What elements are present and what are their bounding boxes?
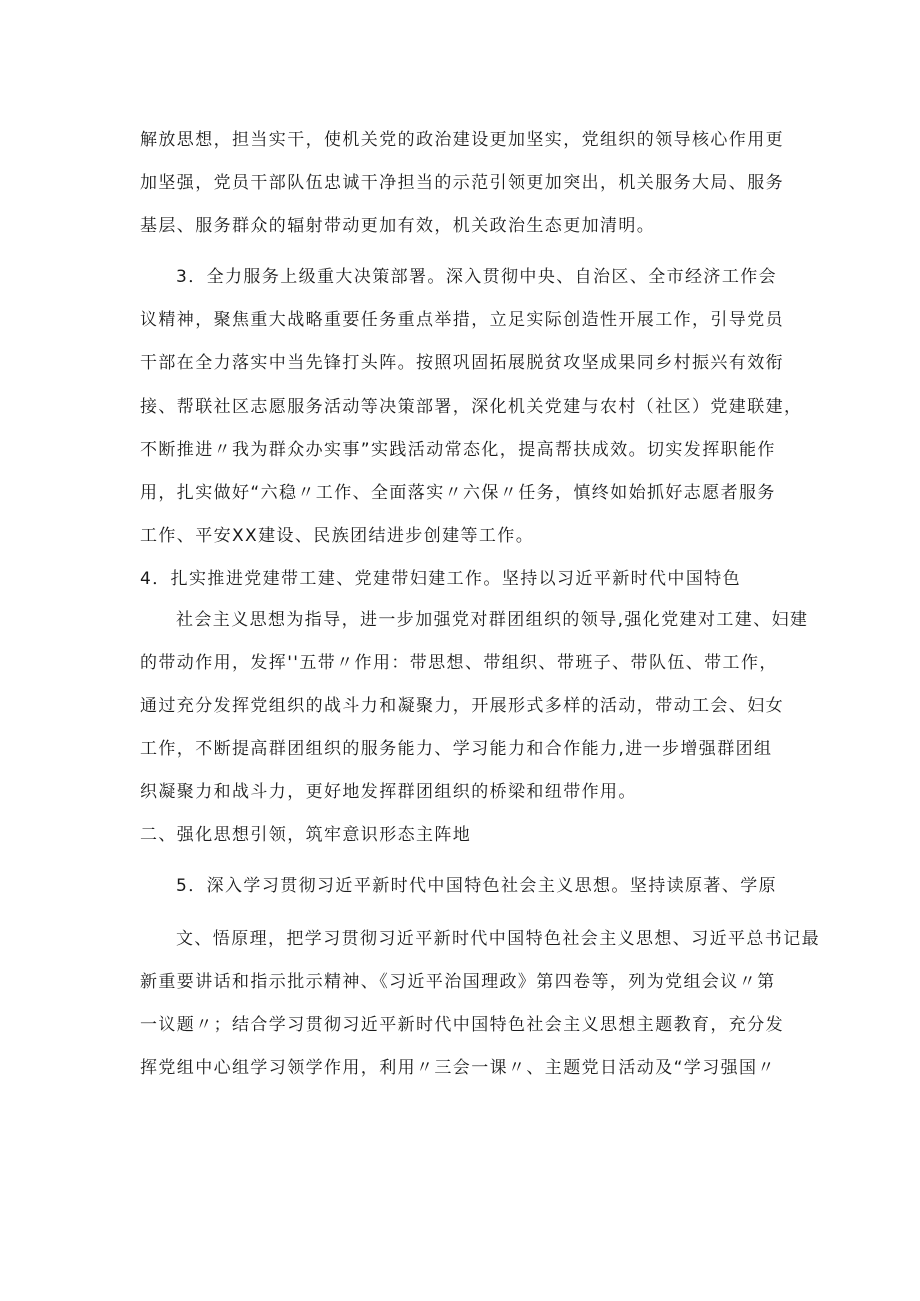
paragraph-line: 不断推进〃我为群众办实事”实践活动常态化，提高帮扶成效。切实发挥职能作 <box>140 440 776 460</box>
paragraph-line: 4．扎实推进党建带工建、党建带妇建工作。坚持以习近平新时代中国特色 <box>140 569 742 589</box>
paragraph-line: 解放思想，担当实干，使机关党的政治建设更加坚实，党组织的领导核心作用更 <box>140 130 784 150</box>
paragraph-line: 社会主义思想为指导，进一步加强党对群团组织的领导,强化党建对工建、妇建 <box>176 610 809 630</box>
paragraph-line: 工作、平安XX建设、民族团结进步创建等工作。 <box>140 526 535 546</box>
paragraph-line: 工作，不断提高群团组织的服务能力、学习能力和合作能力,进一步增强群团组 <box>140 739 773 759</box>
paragraph-line: 3．全力服务上级重大决策部署。深入贯彻中央、自治区、全市经济工作会 <box>176 267 778 287</box>
paragraph-line: 的带动作用，发挥''五带〃作用：带思想、带组织、带班子、带队伍、带工作， <box>140 653 778 673</box>
paragraph-line: 挥党组中心组学习领学作用，利用〃三会一课〃、主题党日活动及“学习强国〃 <box>140 1058 776 1078</box>
paragraph-line: 用，扎实做好“六稳〃工作、全面落实〃六保〃任务，慎终如始抓好志愿者服务 <box>140 483 776 503</box>
paragraph-line: 织凝聚力和战斗力，更好地发挥群团组织的桥梁和纽带作用。 <box>140 782 637 802</box>
paragraph-line: 二、强化思想引领，筑牢意识形态主阵地 <box>140 825 472 845</box>
paragraph-line: 新重要讲话和指示批示精神、《习近平治国理政》第四卷等，列为党组会议〃第 <box>140 972 776 992</box>
paragraph-line: 加坚强，党员干部队伍忠诚干净担当的示范引领更加突出，机关服务大局、服务 <box>140 173 784 193</box>
paragraph-line: 通过充分发挥党组织的战斗力和凝聚力，开展形式多样的活动，带动工会、妇女 <box>140 696 784 716</box>
paragraph-line: 文、悟原理，把学习贯彻习近平新时代中国特色社会主义思想、习近平总书记最 <box>176 929 820 949</box>
paragraph-line: 一议题〃；结合学习贯彻习近平新时代中国特色社会主义思想主题教育，充分发 <box>140 1015 784 1035</box>
paragraph-line: 接、帮联社区志愿服务活动等决策部署，深化机关党建与农村（社区）党建联建， <box>140 397 803 417</box>
section-heading: 5．深入学习贯彻习近平新时代中国特色社会主义思想。坚持读原著、学原 <box>176 876 778 896</box>
paragraph-line: 干部在全力落实中当先锋打头阵。按照巩固拓展脱贫攻坚成果同乡村振兴有效衔 <box>140 353 784 373</box>
paragraph-line: 议精神，聚焦重大战略重要任务重点举措，立足实际创造性开展工作，引导党员 <box>140 310 784 330</box>
paragraph-line: 基层、服务群众的辐射带动更加有效，机关政治生态更加清明。 <box>140 216 656 236</box>
